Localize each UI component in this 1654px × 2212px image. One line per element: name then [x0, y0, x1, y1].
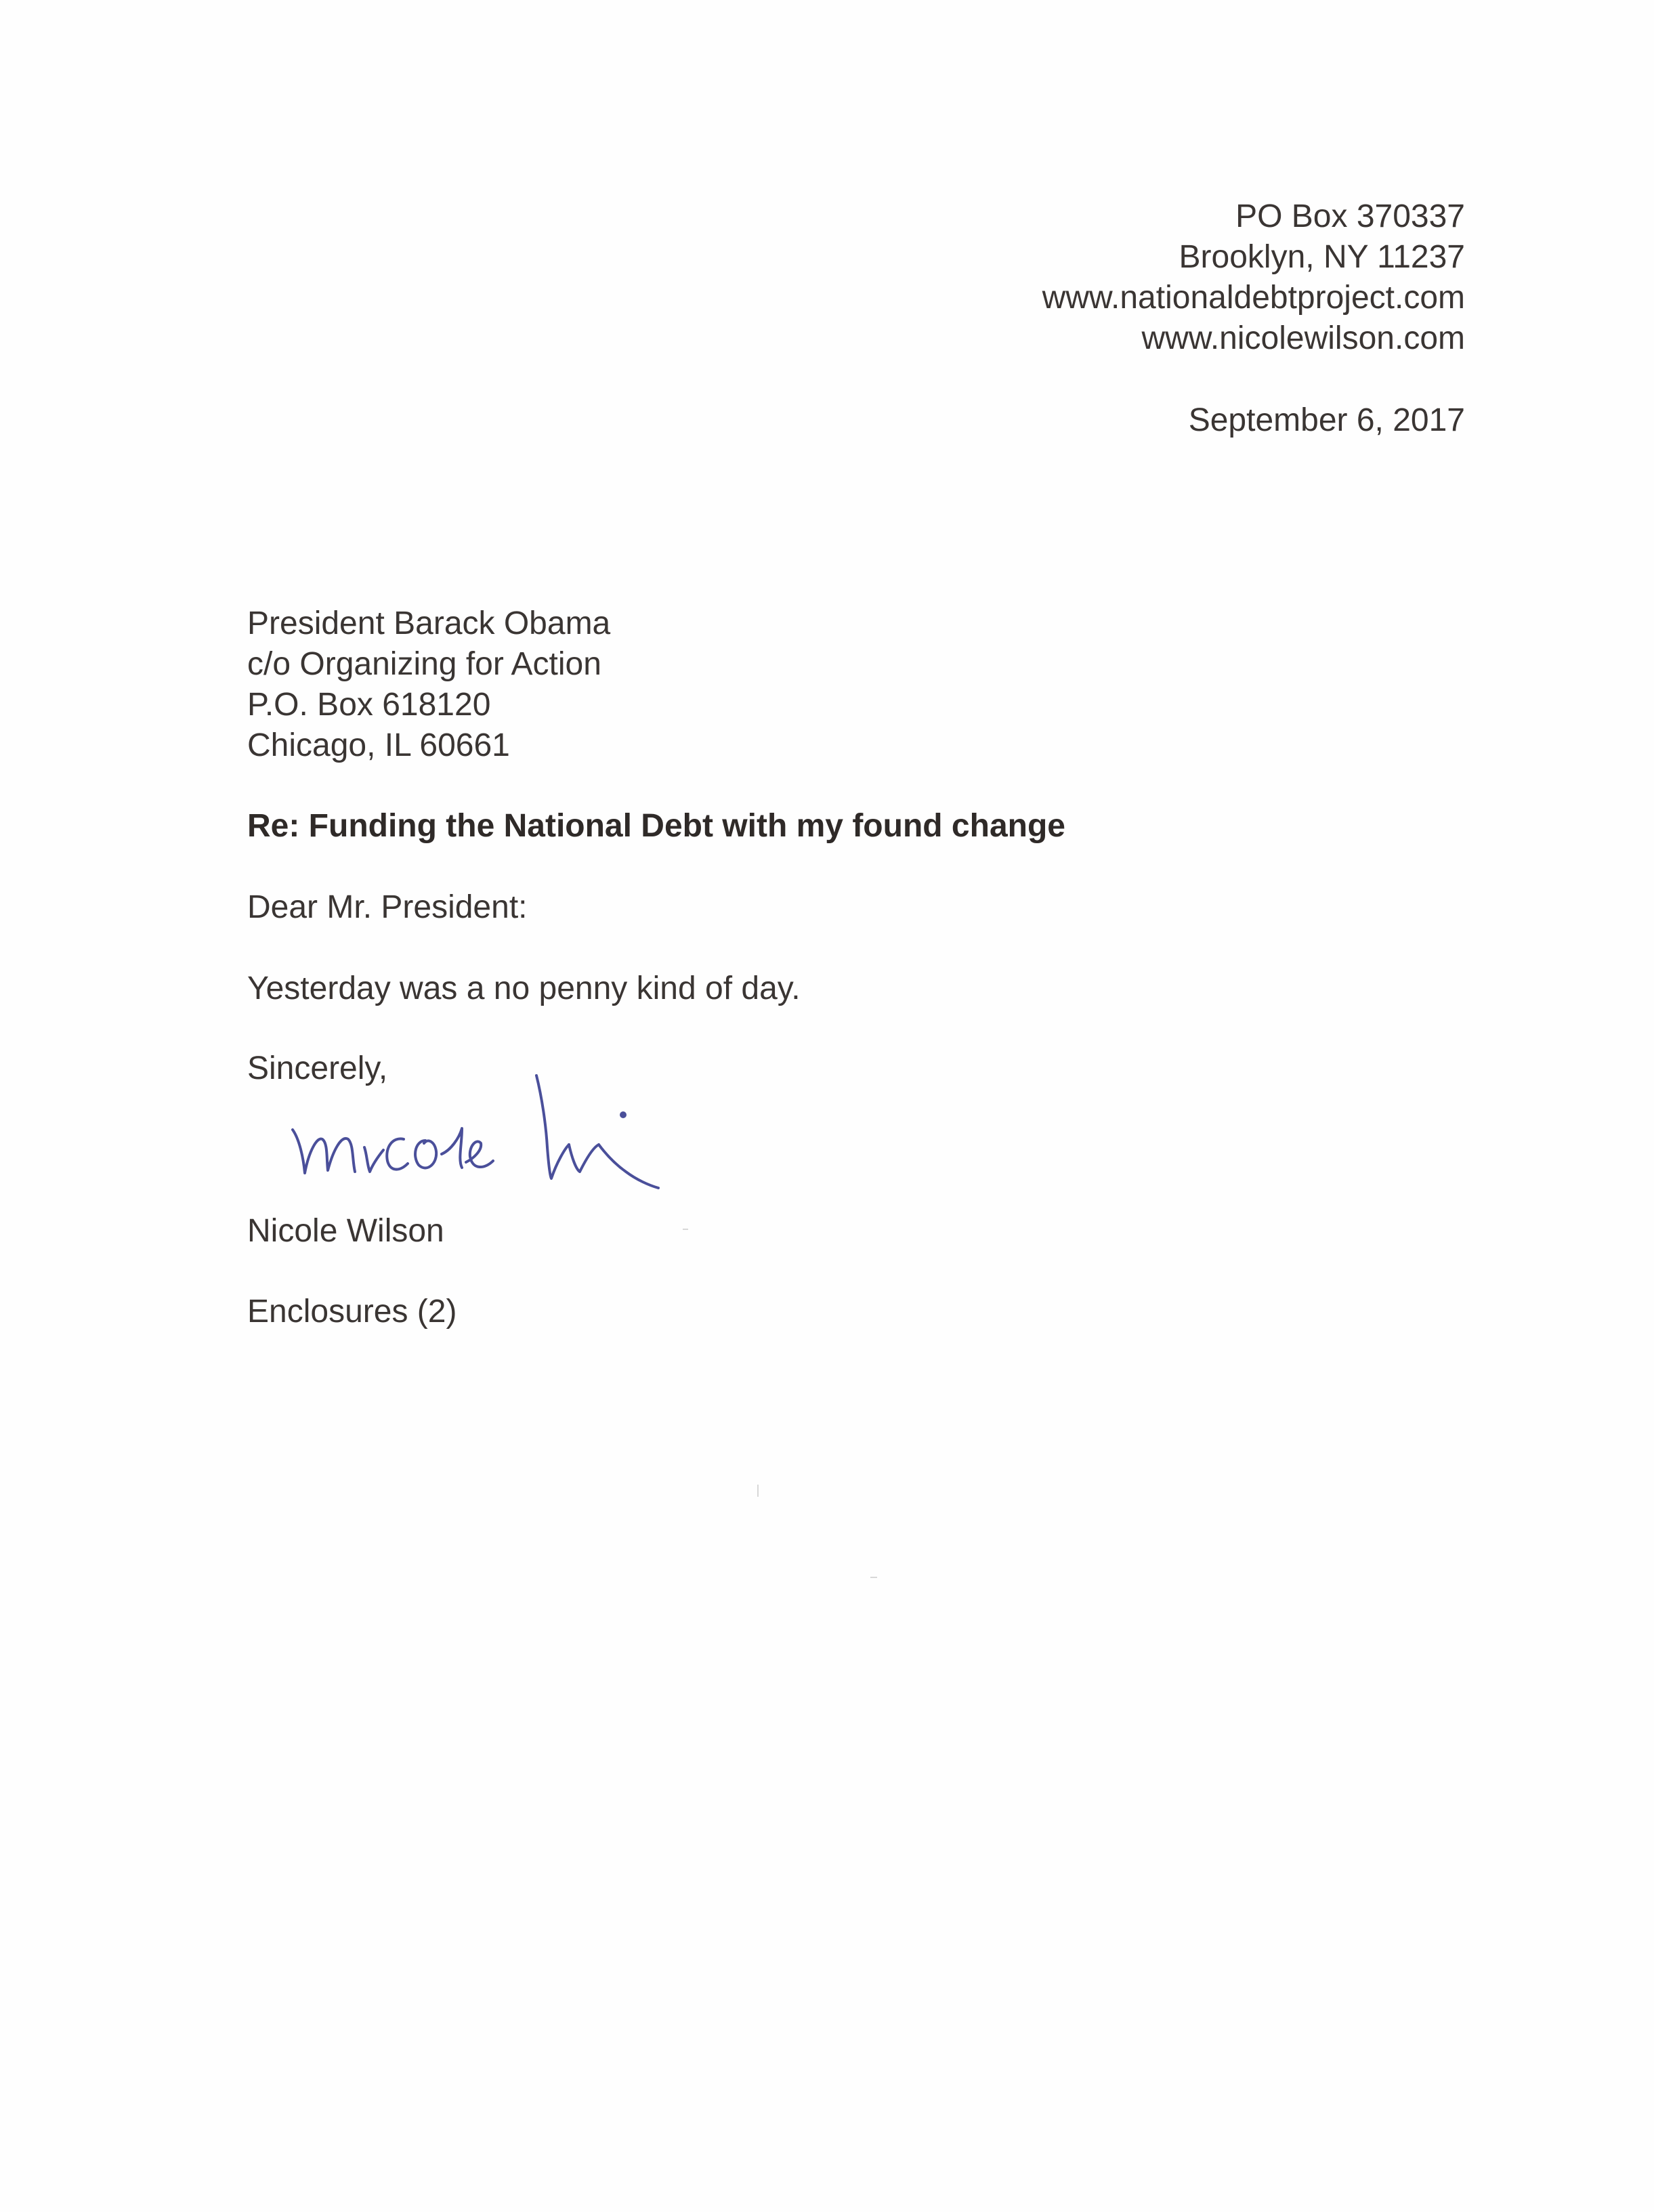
scan-speck	[683, 1229, 688, 1230]
sender-address-block	[1042, 196, 1465, 359]
letter-date: September 6, 2017	[1188, 402, 1465, 438]
recipient-name: President Barack Obama	[247, 605, 611, 641]
subject-line: Re: Funding the National Debt with my found change	[247, 808, 1065, 844]
recipient-address-line-1: P.O. Box 618120	[247, 687, 491, 723]
scan-speck	[870, 1577, 877, 1578]
handwritten-signature	[284, 1063, 725, 1219]
sender-address-line-1: PO Box 370337	[1235, 198, 1465, 234]
enclosures-note: Enclosures (2)	[247, 1294, 457, 1330]
recipient-care-of: c/o Organizing for Action	[247, 646, 601, 682]
recipient-address-block	[247, 603, 610, 766]
sender-address-line-2: Brooklyn, NY 11237	[1179, 239, 1465, 275]
recipient-address-line-2: Chicago, IL 60661	[247, 727, 510, 763]
sender-website-1: www.nationaldebtproject.com	[1042, 280, 1465, 316]
salutation: Dear Mr. President:	[247, 889, 528, 925]
closing: Sincerely,	[247, 1050, 388, 1086]
sender-website-2: www.nicolewilson.com	[1141, 320, 1465, 356]
letter-body: Yesterday was a no penny kind of day.	[247, 971, 801, 1006]
signer-name: Nicole Wilson	[247, 1213, 444, 1249]
scan-speck	[757, 1485, 759, 1497]
